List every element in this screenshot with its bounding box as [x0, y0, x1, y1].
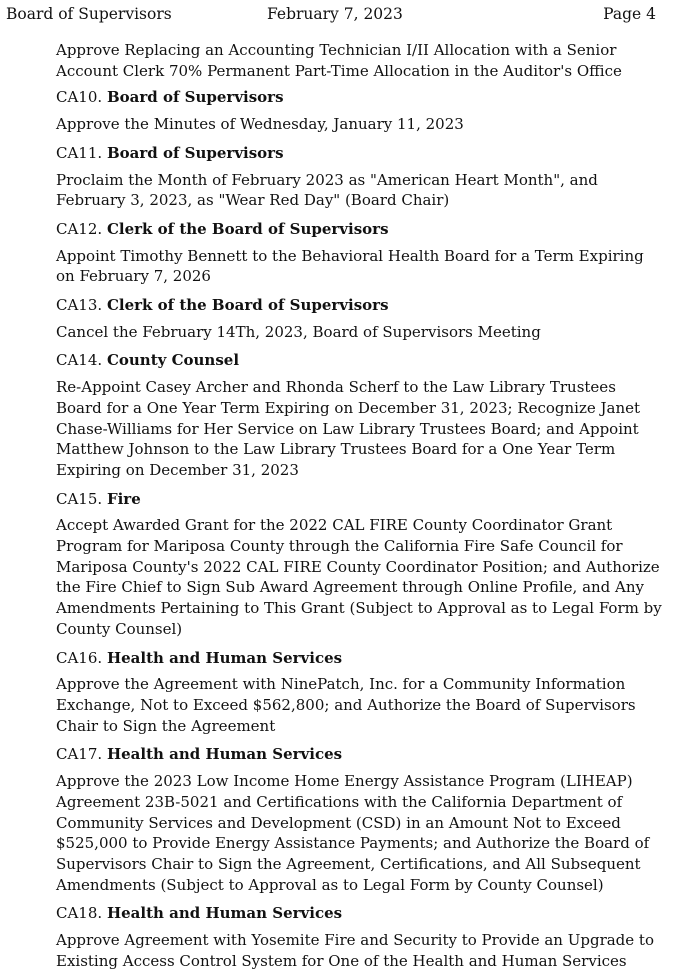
item-department: Clerk of the Board of Supervisors	[106, 296, 389, 315]
agenda-item-heading	[56, 295, 664, 316]
item-description: Cancel the February 14Th, 2023, Board of Supervisors Meeting	[56, 322, 541, 341]
agenda-item-heading	[56, 219, 664, 240]
agenda-item-heading	[56, 350, 664, 371]
item-department: Health and Human Services	[106, 745, 343, 764]
agenda-item-heading	[56, 87, 664, 108]
item-number: CA16.	[56, 648, 103, 667]
agenda-item-ca11	[56, 143, 664, 211]
item-department: Board of Supervisors	[106, 143, 284, 162]
agenda-item-ca10	[56, 87, 664, 134]
item-number: CA14.	[56, 351, 103, 370]
item-department: Health and Human Services	[106, 648, 343, 667]
header-page-number: Page 4	[603, 5, 656, 23]
agenda-item-heading	[56, 903, 664, 924]
header-board-name: Board of Supervisors	[6, 5, 172, 23]
item-number: CA12.	[56, 219, 103, 238]
agenda-item-ca14	[56, 350, 664, 480]
item-description: Proclaim the Month of February 2023 as "American Heart Month", and February 3, 2023, as "Wear Red Day" (Board Chair)	[56, 170, 598, 210]
agenda-item-ca13	[56, 295, 664, 342]
agenda-item-ca17	[56, 744, 664, 895]
agenda-item-heading	[56, 489, 664, 510]
item-description: Appoint Timothy Bennett to the Behavioral Health Board for a Term Expiring on February 7, 2026	[56, 246, 644, 286]
item-number: CA15.	[56, 489, 103, 508]
agenda-item-heading	[56, 648, 664, 669]
page-header	[0, 4, 680, 26]
item-description: Approve the Agreement with NinePatch, Inc. for a Community Information Exchange, Not to Exceed $562,800; and Authorize the Board of Supervisors Chair to Sign the Agreement	[56, 675, 636, 735]
item-number: CA13.	[56, 296, 103, 315]
header-date: February 7, 2023	[267, 5, 403, 23]
agenda-content	[56, 40, 664, 979]
agenda-item-ca16	[56, 648, 664, 737]
item-department: County Counsel	[106, 351, 240, 370]
agenda-item-heading	[56, 744, 664, 765]
item-description: Re-Appoint Casey Archer and Rhonda Scherf to the Law Library Trustees Board for a One Year Term Expiring on December 31, 2023; Recognize Janet Chase-Williams for Her Service on Law Library Trustees Board; and Appoint Matthew Johnson to the Law Library Trustees Board for a One Year Term Expiring on December 31, 2023	[56, 378, 641, 479]
item-description: Approve Agreement with Yosemite Fire and Security to Provide an Upgrade to Existing Access Control System for One of the Health and Human Services	[56, 931, 654, 970]
agenda-item-heading	[56, 143, 664, 164]
item-department: Board of Supervisors	[106, 88, 284, 107]
item-number: CA17.	[56, 745, 103, 764]
agenda-item-ca12	[56, 219, 664, 287]
item-description: Approve the Minutes of Wednesday, January 11, 2023	[56, 115, 464, 134]
intro-paragraph: Approve Replacing an Accounting Technician I/II Allocation with a Senior Account Clerk 70% Permanent Part-Time Allocation in the Auditor's Office	[56, 41, 622, 80]
item-department: Fire	[106, 489, 141, 508]
item-description: Accept Awarded Grant for the 2022 CAL FIRE County Coordinator Grant Program for Mariposa County through the California Fire Safe Council for Mariposa County's 2022 CAL FIRE County Coordinator Position; and Authorize the Fire Chief to Sign Sub Award Agreement through Online Profile, and Any Amendments Pertaining to This Grant (Subject to Approval as to Legal Form by County Counsel)	[56, 516, 662, 638]
item-number: CA10.	[56, 88, 103, 107]
item-department: Health and Human Services	[106, 904, 343, 923]
item-number: CA11.	[56, 143, 103, 162]
agenda-item-ca15	[56, 489, 664, 640]
item-number: CA18.	[56, 904, 103, 923]
item-description: Approve the 2023 Low Income Home Energy Assistance Program (LIHEAP) Agreement 23B-5021 and Certifications with the California Department of Community Services and Development (CSD) in an Amount Not to Exceed $525,000 to Provide Energy Assistance Payments; and Authorize the Board of Supervisors Chair to Sign the Agreement, Certifications, and All Subsequent Amendments (Subject to Approval as to Legal Form by County Counsel)	[56, 772, 650, 894]
agenda-item-ca18	[56, 903, 664, 971]
item-department: Clerk of the Board of Supervisors	[106, 219, 389, 238]
